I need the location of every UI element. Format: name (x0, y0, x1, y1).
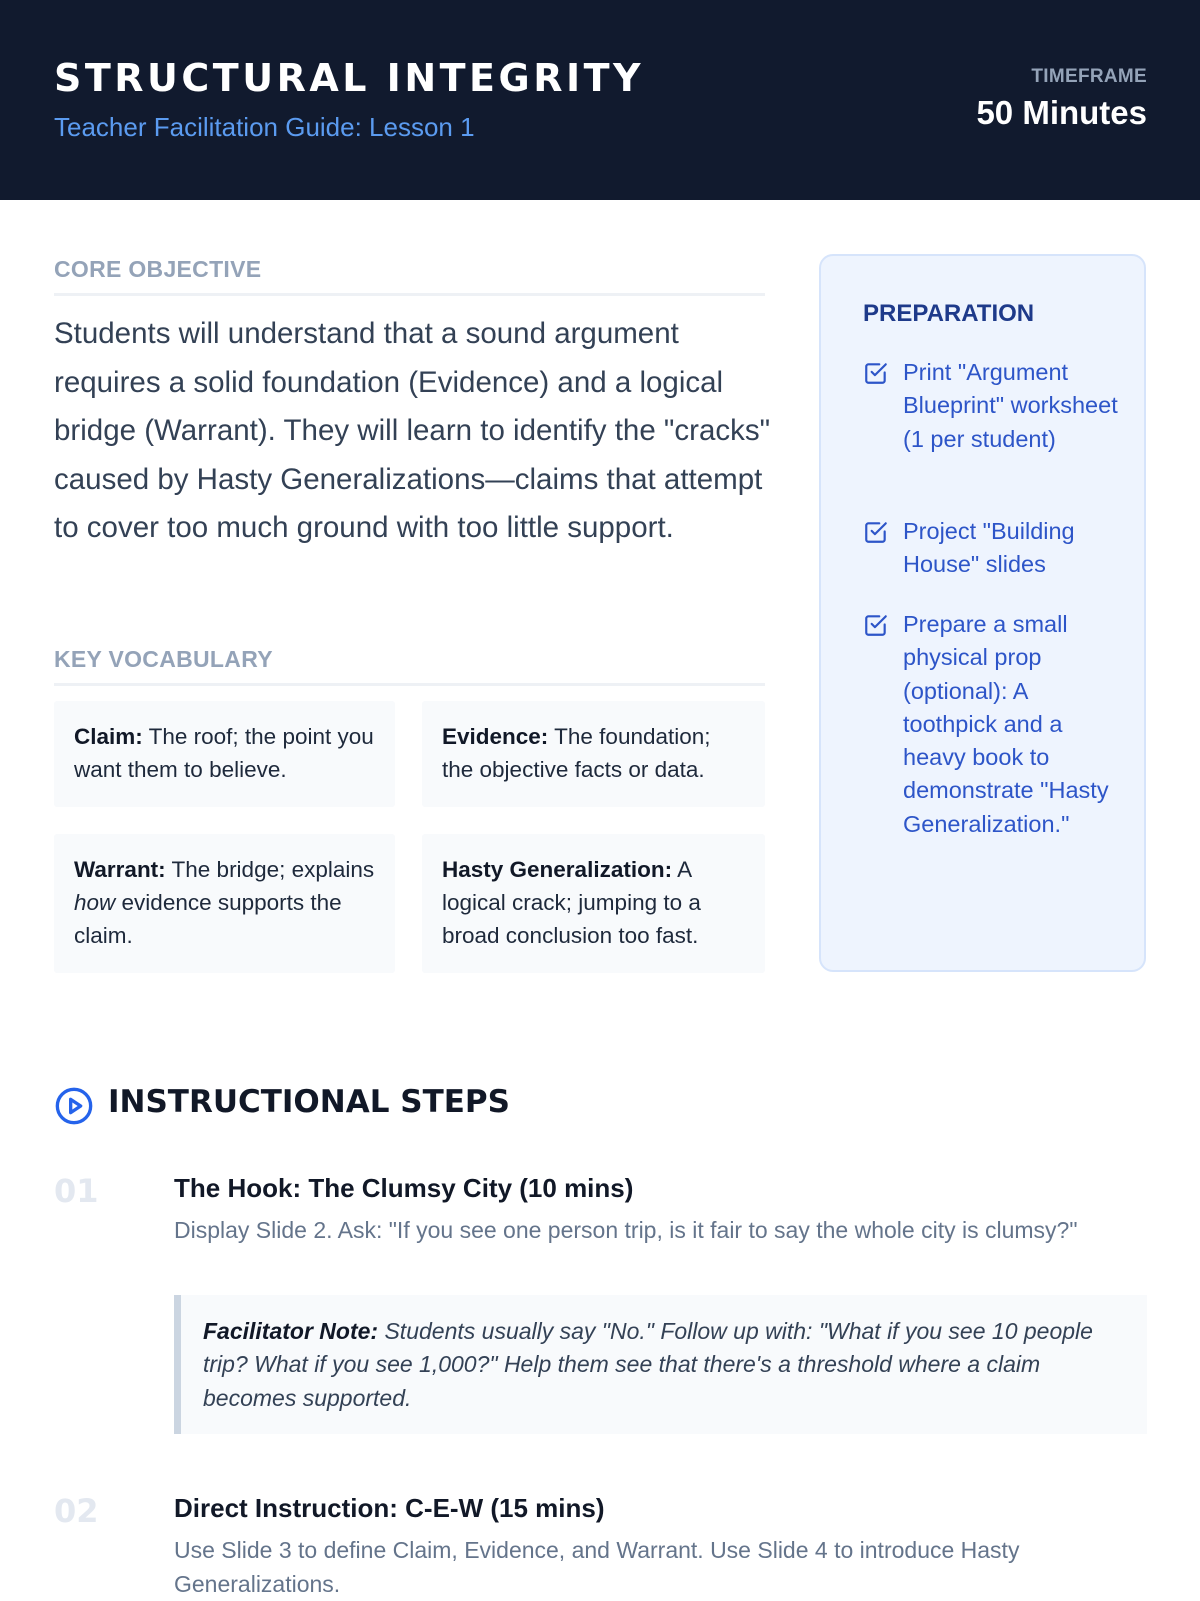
core-objective-text: Students will understand that a sound argument requires a solid foundation (Evidence) and a logical bridge (Warrant). They will learn to identify the "cracks" caused by Hasty Generalizations—claims that attempt to cover too much ground with too little support. (54, 317, 771, 544)
preparation-heading: PREPARATION (863, 300, 1035, 327)
vocab-definition: A logical crack; jumping to a broad conclusion too fast. (442, 857, 701, 948)
vocab-card-evidence (422, 701, 765, 807)
facilitator-note-text: Students usually say "No." Follow up with: "What if you see 10 people trip? What if you see 1,000?" Help them see that there's a threshold where a claim becomes supported. (203, 1318, 1093, 1411)
checkbox-icon (863, 612, 889, 638)
vocab-definition: evidence supports the claim. (74, 890, 342, 948)
vocab-card-hasty-generalization (422, 834, 765, 973)
timeframe-value: 50 Minutes (976, 94, 1147, 131)
checkbox-icon (863, 360, 889, 386)
facilitator-note (174, 1295, 1147, 1434)
preparation-item (863, 356, 1118, 456)
step-description: Display Slide 2. Ask: "If you see one person trip, is it fair to say the whole city is clumsy?" (174, 1217, 1078, 1243)
vocab-card-claim (54, 701, 395, 807)
preparation-item-text: Prepare a small physical prop (optional): A toothpick and a heavy book to demonstrate "Hasty Generalization." (903, 611, 1109, 837)
facilitator-note-label: Facilitator Note: (203, 1318, 379, 1344)
timeframe-label: TIMEFRAME (1031, 66, 1147, 87)
vocab-definition: The foundation; the objective facts or data. (442, 724, 711, 782)
key-vocabulary-heading: KEY VOCABULARY (54, 646, 765, 686)
page-header (0, 0, 1200, 200)
vocab-card-warrant (54, 834, 395, 973)
step-number: 02 (54, 1492, 99, 1530)
preparation-panel (819, 254, 1146, 972)
step-title: The Hook: The Clumsy City (10 mins) (174, 1173, 634, 1203)
preparation-item-text: Project "Building House" slides (903, 518, 1075, 578)
step-number: 01 (54, 1172, 99, 1210)
vocab-definition: The bridge; explains (171, 857, 375, 882)
step-title: Direct Instruction: C-E-W (15 mins) (174, 1493, 605, 1523)
vocab-term: Evidence: (442, 724, 549, 749)
preparation-item (863, 608, 1118, 841)
preparation-item (863, 515, 1118, 582)
preparation-item-text: Print "Argument Blueprint" worksheet (1 per student) (903, 359, 1118, 452)
play-circle-icon (54, 1086, 94, 1126)
step-description: Use Slide 3 to define Claim, Evidence, and Warrant. Use Slide 4 to introduce Hasty Generalizations. (174, 1537, 1020, 1597)
vocab-term: Hasty Generalization: (442, 857, 673, 882)
vocab-term: Warrant: (74, 857, 166, 882)
vocab-term: Claim: (74, 724, 143, 749)
vocab-definition-emphasis: how (74, 890, 116, 915)
document-subtitle: Teacher Facilitation Guide: Lesson 1 (54, 112, 475, 142)
document-title: STRUCTURAL INTEGRITY (54, 56, 645, 100)
instructional-steps-title: INSTRUCTIONAL STEPS (108, 1084, 510, 1120)
vocab-definition: The roof; the point you want them to believe. (74, 724, 374, 782)
checkbox-icon (863, 519, 889, 545)
core-objective-heading: CORE OBJECTIVE (54, 256, 765, 296)
